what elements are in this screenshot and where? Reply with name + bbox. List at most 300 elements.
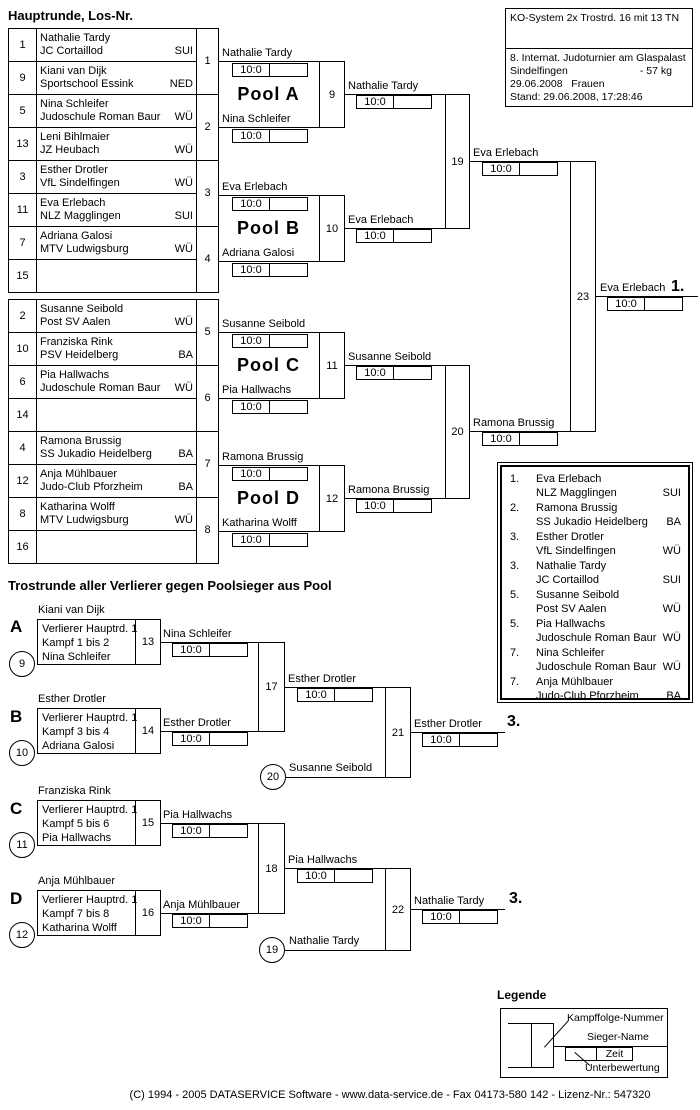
result-rank: 3.: [510, 531, 520, 543]
print-timestamp: Stand: 29.06.2008, 17:28:46: [510, 91, 643, 103]
repechage-a-line1: Verlierer Hauptrd. 1: [42, 623, 138, 635]
entrant-region: WÜ: [174, 514, 193, 526]
final-box: 23: [570, 161, 596, 432]
entrant-region: WÜ: [174, 177, 193, 189]
lot-number: 7: [9, 227, 37, 260]
repechage-letter-a: A: [10, 617, 23, 636]
final-score: [607, 297, 683, 311]
pair-number: 2: [197, 95, 219, 161]
repechage-b-winner: Esther Drotler: [163, 717, 231, 729]
lot-number: 11: [9, 194, 37, 227]
time-cell: [335, 869, 373, 883]
entrant-club: Sportschool Essink: [40, 78, 134, 90]
repechage-match-17-box: 17: [258, 642, 285, 732]
score-value: 10:0: [482, 162, 520, 176]
result-rank: 5.: [510, 589, 520, 601]
repechage-c-score: [172, 824, 248, 838]
repechage-c-entrant: Franziska Rink: [38, 785, 111, 797]
pool-c-entrant2: Pia Hallwachs: [222, 384, 292, 396]
pool-d-winner-score: [356, 499, 432, 513]
entrant-cell: [37, 260, 197, 293]
time-cell: [270, 533, 308, 547]
entrant-club: PSV Heidelberg: [40, 349, 119, 361]
legend-sieger-label: Sieger-Name: [587, 1031, 649, 1043]
loser-circle-12: 12: [9, 922, 35, 948]
loser-circle-10: 10: [9, 740, 35, 766]
time-cell: [520, 162, 558, 176]
repechage-title: Trostrunde aller Verlierer gegen Poolsieger aus Pool: [8, 578, 332, 593]
result-region: SUI: [662, 487, 681, 499]
lot-number: 8: [9, 498, 37, 531]
pool-d-label: Pool D: [237, 488, 300, 508]
repechage-a-box: [37, 619, 161, 665]
table-row: [9, 128, 219, 161]
entrant-cell: [37, 432, 197, 465]
lot-number: 13: [9, 128, 37, 161]
time-cell: [335, 688, 373, 702]
entrant-region: BA: [178, 448, 193, 460]
pool-d-match-number: 12: [319, 466, 344, 531]
result-region: WÜ: [662, 661, 681, 673]
entrant-club: NLZ Magglingen: [40, 210, 121, 222]
entrant-name: Katharina Wolff: [40, 501, 115, 513]
entrant-cell: [37, 366, 197, 399]
score-value: 10:0: [232, 467, 270, 481]
entrant-club: MTV Ludwigsburg: [40, 243, 129, 255]
result-club: JC Cortaillod: [536, 574, 599, 586]
repechage-c-line2: Kampf 5 bis 6: [42, 818, 110, 830]
result-name: Nina Schleifer: [536, 647, 605, 659]
result-entry: [510, 530, 681, 559]
event-date-category: 29.06.2008 Frauen: [510, 78, 605, 90]
result-name: Susanne Seibold: [536, 589, 620, 601]
result-rank: 3.: [510, 560, 520, 572]
score-value: 10:0: [297, 688, 335, 702]
result-rank: 7.: [510, 647, 520, 659]
result-entry: [510, 559, 681, 588]
pool-d-entrant1: Ramona Brussig: [222, 451, 304, 463]
legend-entrant-line: [508, 1023, 531, 1024]
score-value: 10:0: [356, 229, 394, 243]
repechage-letter-b: B: [10, 707, 23, 726]
bronze-match-21-box: 21: [385, 687, 411, 778]
entrant-region: NED: [169, 78, 193, 90]
entrant-cell: [37, 29, 197, 62]
repechage-d-winner: Anja Mühlbauer: [163, 899, 241, 911]
lot-number: 14: [9, 399, 37, 432]
time-cell: [210, 914, 248, 928]
entrant-name: Esther Drotler: [40, 164, 108, 176]
entrant-name: Nathalie Tardy: [40, 32, 111, 44]
pair-number: 5: [197, 300, 219, 366]
repechage-a-line2: Kampf 1 bis 2: [42, 637, 110, 649]
result-name: Eva Erlebach: [536, 473, 602, 485]
legend-kampffolge-label: Kampffolge-Nummer: [567, 1012, 664, 1024]
event-name: 8. Internat. Judoturnier am Glaspalast: [510, 52, 686, 64]
result-club: NLZ Magglingen: [536, 487, 617, 499]
bronze-22-score: [422, 910, 498, 924]
entrant-name: Eva Erlebach: [40, 197, 106, 209]
result-rank: 1.: [510, 473, 520, 485]
result-entry: [510, 675, 681, 704]
bronze-21-winner: Esther Drotler: [414, 718, 482, 730]
result-name: Ramona Brussig: [536, 502, 618, 514]
result-entry: [510, 646, 681, 675]
semifinal-1-box: 19: [445, 94, 470, 229]
score-value: 10:0: [232, 263, 270, 277]
tournament-info-box: [505, 8, 693, 107]
table-row: [9, 194, 219, 227]
lot-number: 3: [9, 161, 37, 194]
time-cell: [270, 197, 308, 211]
pair-number: 3: [197, 161, 219, 227]
table-row: [9, 29, 219, 62]
entrant-name: Kiani van Dijk: [40, 65, 107, 77]
score-value: 10:0: [232, 129, 270, 143]
system-info: KO-System 2x Trostrd. 16 mit 13 TN: [506, 9, 692, 49]
result-region: SUI: [662, 574, 681, 586]
time-cell: [210, 643, 248, 657]
pool-a-entrant1: Nathalie Tardy: [222, 47, 293, 59]
semifinal-2-score: [482, 432, 558, 446]
loser-circle-19: 19: [259, 937, 285, 963]
entrant-club: JZ Heubach: [40, 144, 100, 156]
pair-number: 7: [197, 432, 219, 498]
pool-b-score1: [232, 197, 308, 211]
pair-number: 4: [197, 227, 219, 293]
third-place-label: 3.: [507, 713, 521, 730]
lot-number: 16: [9, 531, 37, 564]
table-row: [9, 432, 219, 465]
time-cell: [270, 63, 308, 77]
result-club: Judo-Club Pforzheim: [536, 690, 639, 702]
score-value: 10:0: [422, 910, 460, 924]
entrant-cell: [37, 95, 197, 128]
semifinal-1-score: [482, 162, 558, 176]
score-value: 10:0: [356, 499, 394, 513]
pair-number: 8: [197, 498, 219, 564]
match-18-winner: Pia Hallwachs: [288, 854, 358, 866]
lot-number: 10: [9, 333, 37, 366]
time-cell: [460, 733, 498, 747]
score-value: 10:0: [422, 733, 460, 747]
entrant-region: BA: [178, 349, 193, 361]
result-club: VfL Sindelfingen: [536, 545, 616, 557]
result-entry: [510, 588, 681, 617]
score-value: 10:0: [172, 824, 210, 838]
result-entry: [510, 501, 681, 530]
time-cell: [270, 467, 308, 481]
repechage-d-line1: Verlierer Hauptrd. 1: [42, 894, 138, 906]
score-value: 10:0: [232, 197, 270, 211]
entrant-cell: [37, 399, 197, 432]
score-value: 10:0: [232, 533, 270, 547]
entrant-cell: [37, 498, 197, 531]
entrant-club: VfL Sindelfingen: [40, 177, 120, 189]
time-cell: [270, 129, 308, 143]
result-entry: [510, 472, 681, 501]
entrant-cell: [37, 194, 197, 227]
repechage-d-line2: Kampf 7 bis 8: [42, 908, 110, 920]
entrant-region: WÜ: [174, 111, 193, 123]
legend-title: Legende: [497, 988, 547, 1002]
entrant-region: WÜ: [174, 316, 193, 328]
time-cell: [270, 263, 308, 277]
match-17-winner: Esther Drotler: [288, 673, 356, 685]
semifinal-2-winner: Ramona Brussig: [473, 417, 555, 429]
pool-b-label: Pool B: [237, 218, 300, 238]
result-region: BA: [666, 690, 681, 702]
repechage-b-entrant: Esther Drotler: [38, 693, 106, 705]
pool-b-score2: [232, 263, 308, 277]
result-name: Esther Drotler: [536, 531, 604, 543]
score-value: 10:0: [297, 869, 335, 883]
repechage-match-18-box: 18: [258, 823, 285, 914]
repechage-d-entrant: Anja Mühlbauer: [38, 875, 116, 887]
score-value: 10:0: [482, 432, 520, 446]
score-value: 10:0: [607, 297, 645, 311]
pool-d-winner: Ramona Brussig: [348, 484, 430, 496]
lot-number: 9: [9, 62, 37, 95]
score-value: 10:0: [232, 63, 270, 77]
time-cell: [460, 910, 498, 924]
pool-a-entrant2: Nina Schleifer: [222, 113, 291, 125]
result-rank: 2.: [510, 502, 520, 514]
lot-number: 15: [9, 260, 37, 293]
pool-c-score2: [232, 400, 308, 414]
entrant-name: Leni Bihlmaier: [40, 131, 110, 143]
repechage-b-box: [37, 708, 161, 754]
repechage-b-line3: Adriana Galosi: [42, 740, 115, 752]
score-value: 10:0: [232, 400, 270, 414]
entrant-region: SUI: [174, 210, 193, 222]
repechage-a-winner: Nina Schleifer: [163, 628, 232, 640]
pool-b-match-number: 10: [319, 196, 344, 261]
table-row: [9, 227, 219, 260]
entrant-name: Anja Mühlbauer: [40, 468, 118, 480]
result-club: Judoschule Roman Baur: [536, 632, 657, 644]
repechage-b-match-number: 14: [135, 709, 160, 753]
score-value: 10:0: [356, 95, 394, 109]
result-rank: 5.: [510, 618, 520, 630]
entrant-club: Judoschule Roman Baur: [40, 382, 161, 394]
table-row: [9, 300, 219, 333]
semifinal-2-box: 20: [445, 365, 470, 499]
pool-d-entrant2: Katharina Wolff: [222, 517, 297, 529]
table-row: [9, 95, 219, 128]
repechage-c-line3: Pia Hallwachs: [42, 832, 112, 844]
time-cell: [270, 400, 308, 414]
table-row: [9, 531, 219, 564]
repechage-d-line3: Katharina Wolff: [42, 922, 117, 934]
repechage-c-box: [37, 800, 161, 846]
final-winner: Eva Erlebach: [600, 282, 666, 294]
entrant-table-bottom: [8, 299, 219, 564]
result-region: WÜ: [662, 603, 681, 615]
table-row: [9, 465, 219, 498]
pair-number: 1: [197, 29, 219, 95]
time-cell: [210, 824, 248, 838]
pool-c-winner: Susanne Seibold: [348, 351, 432, 363]
pool-c-entrant1: Susanne Seibold: [222, 318, 306, 330]
bracket-line: [286, 777, 385, 778]
repechage-letter-d: D: [10, 889, 23, 908]
entrant-cell: [37, 300, 197, 333]
entrant-region: WÜ: [174, 382, 193, 394]
entrant-cell: [37, 531, 197, 564]
result-club: SS Jukadio Heidelberg: [536, 516, 648, 528]
entrant-club: Judoschule Roman Baur: [40, 111, 161, 123]
repechage-c-match-number: 15: [135, 801, 160, 845]
repechage-b-line2: Kampf 3 bis 4: [42, 726, 110, 738]
table-row: [9, 366, 219, 399]
pool-c-winner-score: [356, 366, 432, 380]
entrant-cell: [37, 333, 197, 366]
result-rank: 7.: [510, 676, 520, 688]
score-value: 10:0: [232, 334, 270, 348]
entrant-club: SS Jukadio Heidelberg: [40, 448, 152, 460]
repechage-a-score: [172, 643, 248, 657]
event-location: Sindelfingen: [510, 65, 568, 77]
entrant-region: WÜ: [174, 144, 193, 156]
legend-box: [500, 1008, 668, 1078]
bronze-22-winner: Nathalie Tardy: [414, 895, 485, 907]
pool-c-score1: [232, 334, 308, 348]
weight-class: - 57 kg: [639, 65, 672, 77]
pool-c-match-number: 11: [319, 333, 344, 398]
result-name: Anja Mühlbauer: [536, 676, 614, 688]
match-17-score: [297, 688, 373, 702]
legend-unterbewertung-label: Unterbewertung: [585, 1062, 660, 1074]
table-row: [9, 161, 219, 194]
first-place-label: 1.: [671, 278, 685, 295]
score-value: 10:0: [356, 366, 394, 380]
entrant-region: BA: [178, 481, 193, 493]
legend-entrant-line: [508, 1067, 531, 1068]
loser-circle-9: 9: [9, 651, 35, 677]
lot-number: 12: [9, 465, 37, 498]
repechage-b-line1: Verlierer Hauptrd. 1: [42, 712, 138, 724]
pool-a-winner-score: [356, 95, 432, 109]
legend-zeit-cell: Zeit: [597, 1047, 633, 1061]
pool-d-score2: [232, 533, 308, 547]
entrant-name: Pia Hallwachs: [40, 369, 110, 381]
copyright-footer: (C) 1994 - 2005 DATASERVICE Software - www.data-service.de - Fax 04173-580 142 - Lizenz-Nr.: 547320: [129, 1089, 651, 1101]
pool-a-score1: [232, 63, 308, 77]
results-box-inner-border: [500, 465, 690, 700]
repechage-letter-c: C: [10, 799, 23, 818]
loser-circle-11: 11: [9, 832, 35, 858]
time-cell: [270, 334, 308, 348]
repechage-a-match-number: 13: [135, 620, 160, 664]
drop-in-20-name: Susanne Seibold: [289, 762, 373, 774]
results-box: [497, 462, 693, 703]
repechage-a-entrant: Kiani van Dijk: [38, 604, 105, 616]
time-cell: [520, 432, 558, 446]
score-value: 10:0: [172, 732, 210, 746]
pool-a-label: Pool A: [237, 84, 300, 104]
entrant-table-top: [8, 28, 219, 293]
table-row: [9, 498, 219, 531]
pool-c-label: Pool C: [237, 355, 300, 375]
legend-match-box: [531, 1023, 554, 1068]
entrant-cell: [37, 227, 197, 260]
entrant-name: Adriana Galosi: [40, 230, 113, 242]
pool-b-winner: Eva Erlebach: [348, 214, 414, 226]
drop-in-19-name: Nathalie Tardy: [289, 935, 360, 947]
entrant-name: Susanne Seibold: [40, 303, 124, 315]
table-row: [9, 333, 219, 366]
entrant-club: Judo-Club Pforzheim: [40, 481, 143, 493]
entrant-cell: [37, 465, 197, 498]
time-cell: [210, 732, 248, 746]
pool-a-score2: [232, 129, 308, 143]
result-name: Nathalie Tardy: [536, 560, 607, 572]
table-row: [9, 62, 219, 95]
bronze-21-score: [422, 733, 498, 747]
time-cell: [394, 366, 432, 380]
pair-number: 6: [197, 366, 219, 432]
time-cell: [394, 95, 432, 109]
pool-a-winner: Nathalie Tardy: [348, 80, 419, 92]
time-cell: [394, 229, 432, 243]
pool-a-match-number: 9: [319, 62, 344, 127]
lot-number: 6: [9, 366, 37, 399]
entrant-name: Nina Schleifer: [40, 98, 109, 110]
entrant-club: Post SV Aalen: [40, 316, 111, 328]
result-club: Judoschule Roman Baur: [536, 661, 657, 673]
pool-d-score1: [232, 467, 308, 481]
third-place-label: 3.: [509, 890, 523, 907]
entrant-name: Franziska Rink: [40, 336, 113, 348]
match-18-score: [297, 869, 373, 883]
score-value: 10:0: [172, 643, 210, 657]
pool-b-winner-score: [356, 229, 432, 243]
entrant-name: Ramona Brussig: [40, 435, 122, 447]
entrant-club: MTV Ludwigsburg: [40, 514, 129, 526]
lot-number: 4: [9, 432, 37, 465]
loser-circle-20: 20: [260, 764, 286, 790]
semifinal-1-winner: Eva Erlebach: [473, 147, 539, 159]
table-row: [9, 260, 219, 293]
result-region: BA: [666, 516, 681, 528]
repechage-d-match-number: 16: [135, 891, 160, 935]
main-round-title: Hauptrunde, Los-Nr.: [8, 8, 133, 23]
entrant-cell: [37, 62, 197, 95]
repechage-d-score: [172, 914, 248, 928]
lot-number: 5: [9, 95, 37, 128]
repechage-b-score: [172, 732, 248, 746]
repechage-c-winner: Pia Hallwachs: [163, 809, 233, 821]
score-value: 10:0: [172, 914, 210, 928]
bronze-match-22-box: 22: [385, 868, 411, 951]
entrant-region: SUI: [174, 45, 193, 57]
result-club: Post SV Aalen: [536, 603, 607, 615]
time-cell: [645, 297, 683, 311]
time-cell: [394, 499, 432, 513]
result-name: Pia Hallwachs: [536, 618, 606, 630]
repechage-d-box: [37, 890, 161, 936]
result-entry: [510, 617, 681, 646]
pool-b-entrant2: Adriana Galosi: [222, 247, 295, 259]
entrant-cell: [37, 161, 197, 194]
entrant-cell: [37, 128, 197, 161]
table-row: [9, 399, 219, 432]
repechage-a-line3: Nina Schleifer: [42, 651, 111, 663]
result-region: WÜ: [662, 545, 681, 557]
pool-b-entrant1: Eva Erlebach: [222, 181, 288, 193]
repechage-c-line1: Verlierer Hauptrd. 1: [42, 804, 138, 816]
